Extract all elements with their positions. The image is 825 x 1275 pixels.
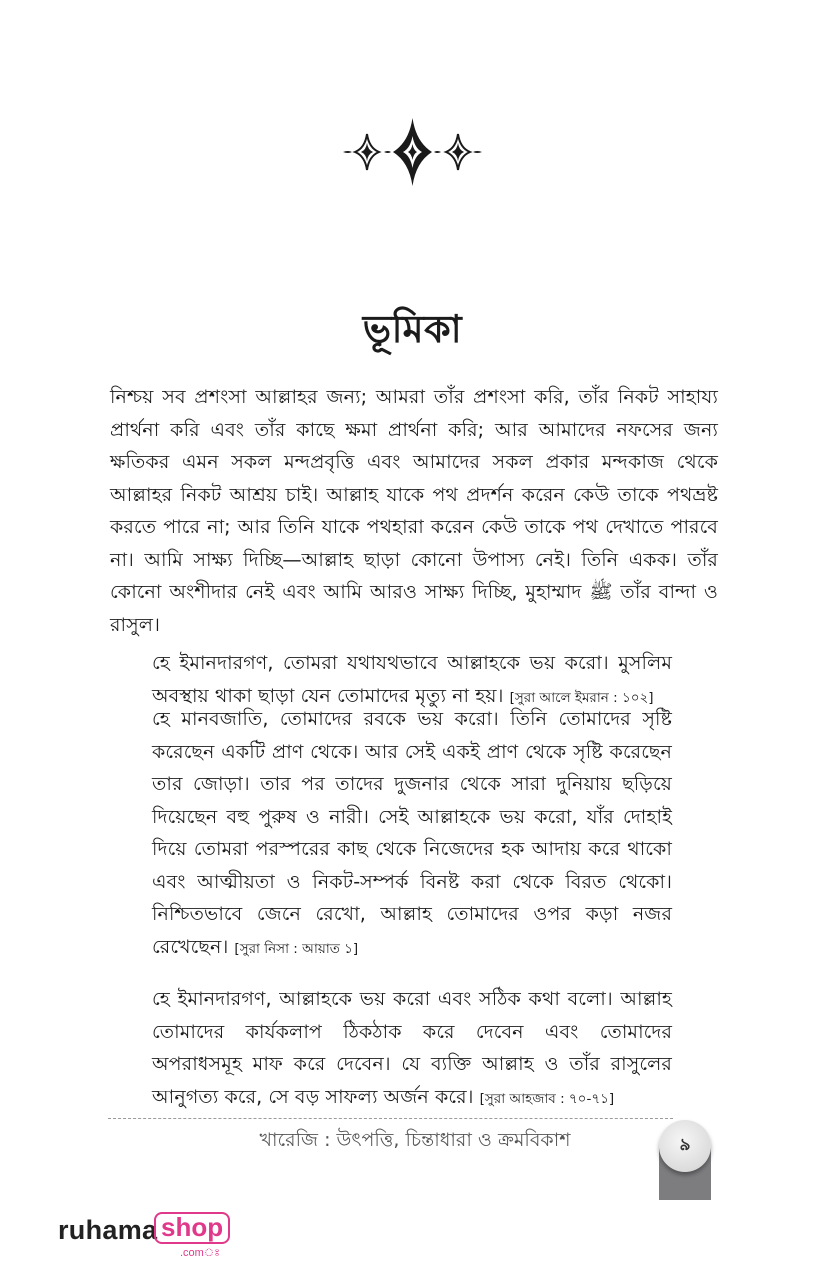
verse-reference: [সুরা আহজাব : ৭০-৭১] [479,1090,615,1107]
intro-paragraph: নিশ্চয় সব প্রশংসা আল্লাহর জন্য; আমরা তাঁর প্রশংসা করি, তাঁর নিকট সাহায্য প্রার্থনা করি এবং তাঁর কাছে ক্ষমা প্রার্থনা করি; আর আমাদের নফসের জন্য ক্ষতিকর এমন সকল মন্দপ্রবৃত্তি এবং আমাদের সকল প্রকার মন্দকাজ থেকে আল্লাহর নিকট আশ্রয় চাই। আল্লাহ যাকে পথ প্রদর্শন করেন কেউ তাকে পথভ্রষ্ট করতে পারে না; আর তিনি যাকে পথহারা করেন কেউ তাকে পথ দেখাতে পারবে না। আমি সাক্ষ্য দিচ্ছি—আল্লাহ ছাড়া কোনো উপাস্য নেই। তিনি একক। তাঁর কোনো অংশীদার নেই এবং আমি আরও সাক্ষ্য দিচ্ছি, মুহাম্মাদ ﷺ তাঁর বান্দা ও রাসুল। [110,385,718,636]
footer-divider [108,1118,673,1119]
decorative-ornament [340,112,485,192]
verse-reference: [সুরা নিসা : আয়াত ১] [234,940,359,957]
logo-text-ruhama: ruhama [58,1215,158,1245]
page-tab-circle [659,1120,711,1172]
verse-quote [152,983,672,1115]
verse-text: হে ইমানদারগণ, আল্লাহকে ভয় করো এবং সঠিক কথা বলো। আল্লাহ তোমাদের কার্যকলাপ ঠিকঠাক করে দেবেন এবং তোমাদের অপরাধসমূহ মাফ করে দেবেন। যে ব্যক্তি আল্লাহ ও তাঁর রাসুলের আনুগত্য করে, সে বড় সাফল্য অর্জন করে। [152,987,672,1108]
running-footer-title: খারেজি : উৎপত্তি, চিন্তাধারা ও ক্রমবিকাশ [259,1129,571,1151]
verse-text: হে মানবজাতি, তোমাদের রবকে ভয় করো। তিনি তোমাদের সৃষ্টি করেছেন একটি প্রাণ থেকে। আর সেই একই প্রাণ থেকে সৃষ্টি করেছেন তার জোড়া। তার পর তাদের দুজনার থেকে সারা দুনিয়ায় ছড়িয়ে দিয়েছেন বহু পুরুষ ও নারী। সেই আল্লাহকে ভয় করো, যাঁর দোহাই দিয়ে তোমরা পরস্পরের কাছ থেকে নিজেদের হক আদায় করে থাকো এবং আত্মীয়তা ও নিকট-সম্পর্ক বিনষ্ট করা থেকে বিরত থেকো। নিশ্চিতভাবে জেনে রেখো, আল্লাহ তোমাদের ওপর কড়া নজর রেখেছেন। [152,707,672,958]
verse-text: হে ইমানদারগণ, তোমরা যথাযথভাবে আল্লাহকে ভয় করো। মুসলিম অবস্থায় থাকা ছাড়া যেন তোমাদের মৃত্যু না হয়। [152,651,672,707]
verse-reference: [সুরা আলে ইমরান : ১০২] [509,689,654,706]
page-number-tab [659,1118,711,1200]
chapter-title: ভূমিকা [362,307,463,351]
page-number: ৯ [679,1135,691,1155]
verse-quote [152,703,672,965]
logo-text-domain: .comঃ [180,1247,221,1259]
logo-text-shop: shop [154,1212,230,1244]
ruhamashop-logo [58,1212,228,1262]
